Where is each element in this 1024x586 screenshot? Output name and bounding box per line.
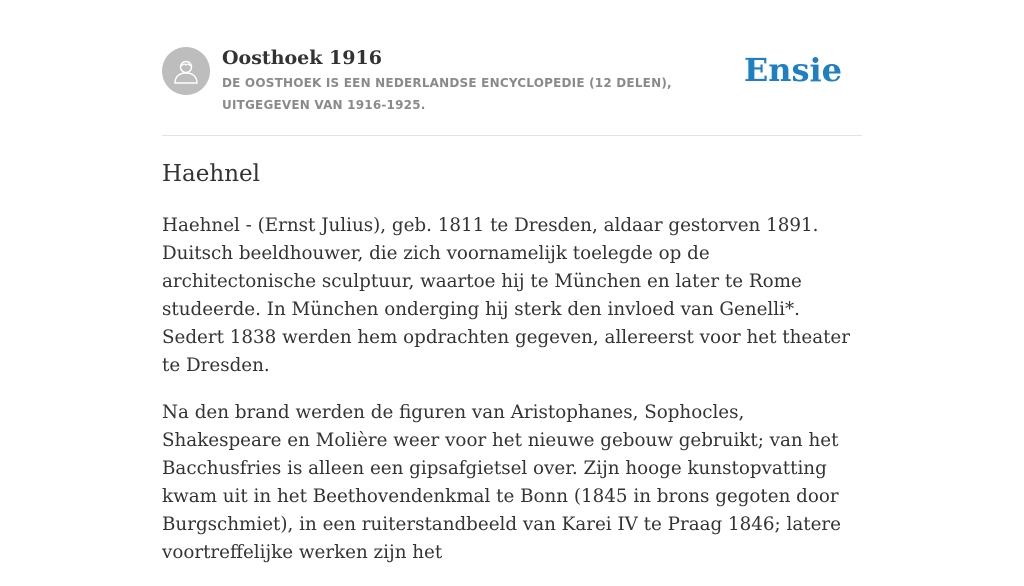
article-title: Haehnel: [162, 161, 260, 187]
source-description: DE OOSTHOEK IS EEN NEDERLANDSE ENCYCLOPEDIE (12 DELEN), UITGEGEVEN VAN 1916-1925.: [222, 76, 672, 112]
ensie-logo[interactable]: Ensie: [743, 51, 842, 89]
source-header: [162, 44, 862, 124]
source-title[interactable]: Oosthoek 1916: [222, 47, 382, 69]
article-paragraph-1: Haehnel - (Ernst Julius), geb. 1811 te Dresden, aldaar gestorven 1891. Duitsch beeldhouwer, die zich voornamelijk toelegde op de architectonische sculptuur, waartoe hij te München en later te Rome studeerde. In München onderging hij sterk den invloed van Genelli*. Sedert 1838 werden hem opdrachten gegeven, allereerst voor het theater te Dresden.: [162, 215, 850, 376]
article-body: [162, 212, 867, 586]
source-avatar[interactable]: [162, 47, 210, 95]
user-silhouette-icon: [172, 57, 200, 85]
header-divider: [162, 135, 862, 136]
article-paragraph-2: Na den brand werden de figuren van Aristophanes, Sophocles, Shakespeare en Molière weer voor het nieuwe gebouw gebruikt; van het Bacchusfries is alleen een gipsafgietsel over. Zijn hooge kunstopvatting kwam uit in het Beethovendenkmal te Bonn (1845 in brons gegoten door Burgschmiet), in een ruiterstandbeeld van Karei IV te Praag 1846; latere voortreffelijke werken zijn het: [162, 402, 841, 563]
